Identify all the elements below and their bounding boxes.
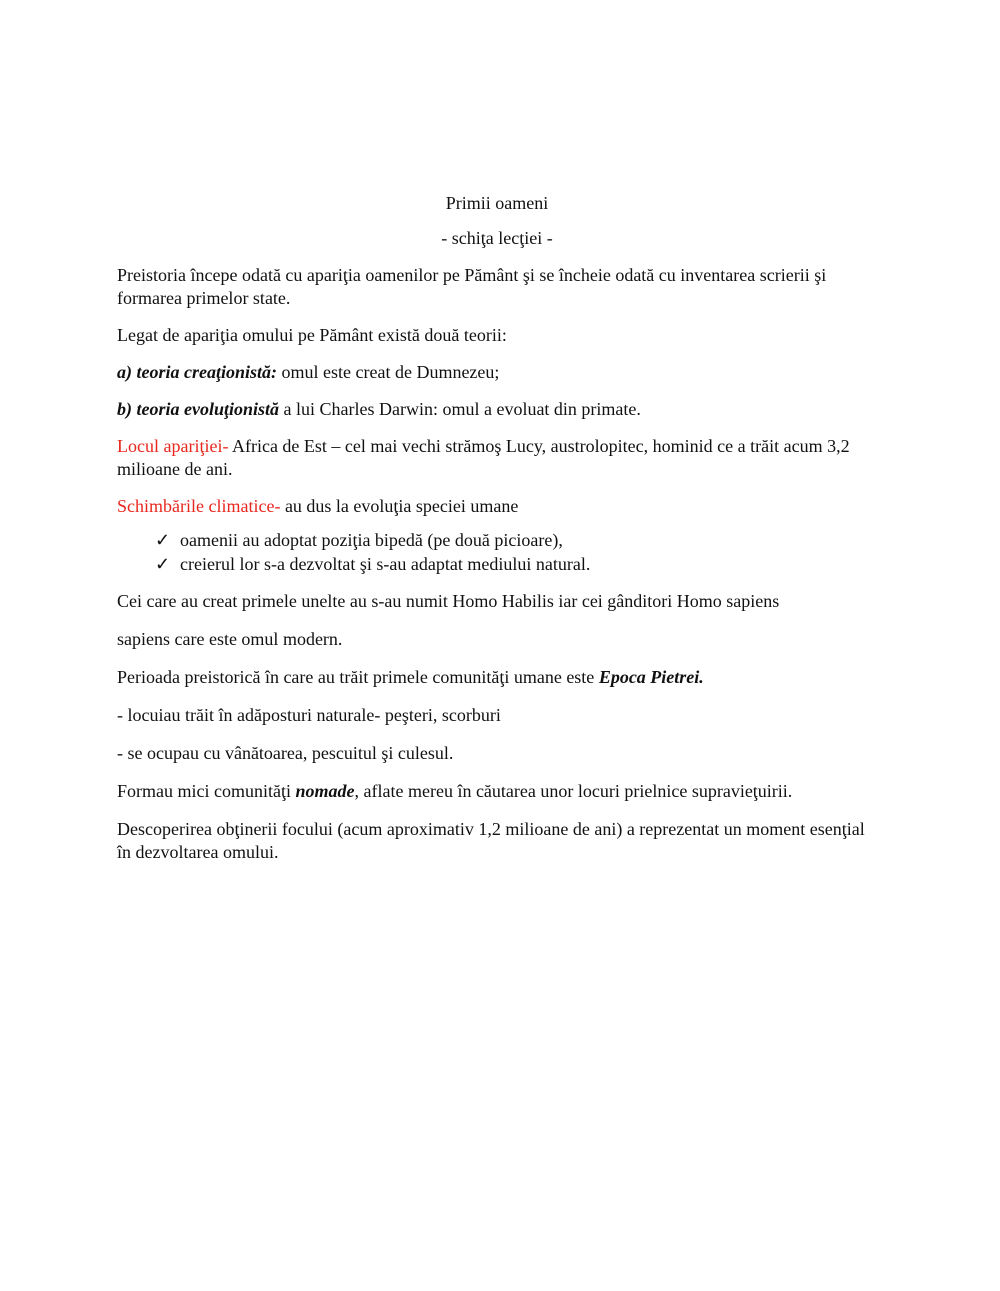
theory-a-text: omul este creat de Dumnezeu;	[277, 362, 500, 382]
document-content	[117, 192, 877, 878]
paragraph-homo-1: Cei care au creat primele unelte au s-au numit Homo Habilis iar cei gânditori Homo sapiens	[117, 591, 780, 611]
nomade-emph: nomade	[295, 781, 355, 801]
locul-label: Locul apariţiei-	[117, 436, 229, 456]
list-item-text: oamenii au adoptat poziţia bipedă (pe două picioare),	[180, 530, 563, 550]
locul-text: Africa de Est – cel mai vechi strămoş Lucy, austrolopitec, hominid ce a trăit acum 3,2 milioane de ani.	[117, 436, 850, 479]
theory-b-text: a lui Charles Darwin: omul a evoluat din primate.	[279, 399, 641, 419]
schimbari-text: au dus la evoluţia speciei umane	[280, 496, 519, 516]
paragraph-focul: Descoperirea obţinerii focului (acum aproximativ 1,2 milioane de ani) a reprezentat un moment esenţial în dezvoltarea omului.	[117, 819, 865, 862]
document-subtitle: - schiţa lecţiei -	[441, 228, 553, 248]
paragraph-ocupau: - se ocupau cu vânătoarea, pescuitul şi culesul.	[117, 743, 454, 763]
checklist	[117, 528, 877, 576]
check-icon: ✓	[155, 554, 171, 574]
schimbari-label: Schimbările climatice-	[117, 496, 281, 516]
paragraph-homo-2: sapiens care este omul modern.	[117, 629, 343, 649]
list-item-text: creierul lor s-a dezvoltat şi s-au adaptat mediului natural.	[180, 554, 591, 574]
list-item	[155, 552, 877, 576]
theory-b-label: b) teoria evoluţionistă	[117, 399, 279, 419]
paragraph-epoca	[117, 666, 877, 689]
theory-a-label: a) teoria creaţionistă:	[117, 362, 277, 382]
check-icon: ✓	[155, 530, 171, 550]
list-item	[155, 528, 877, 552]
document-title: Primii oameni	[445, 193, 549, 213]
theory-a	[117, 361, 877, 384]
paragraph-preistoria: Preistoria începe odată cu apariţia oamenilor pe Pământ şi se încheie odată cu inventarea scrierii şi formarea primelor state.	[117, 265, 827, 308]
epoca-text: Perioada preistorică în care au trăit primele comunităţi umane este	[117, 667, 599, 687]
paragraph-locul	[117, 435, 877, 481]
nomade-after: , aflate mereu în căutarea unor locuri prielnice supravieţuirii.	[354, 781, 793, 801]
epoca-emph: Epoca Pietrei.	[598, 667, 704, 687]
nomade-before: Formau mici comunităţi	[117, 781, 296, 801]
paragraph-schimbari	[117, 495, 877, 518]
paragraph-nomade	[117, 780, 877, 803]
paragraph-teorii: Legat de apariţia omului pe Pământ există două teorii:	[117, 325, 507, 345]
theory-b	[117, 398, 877, 421]
paragraph-locuiau: - locuiau trăit în adăposturi naturale- peşteri, scorburi	[117, 705, 501, 725]
